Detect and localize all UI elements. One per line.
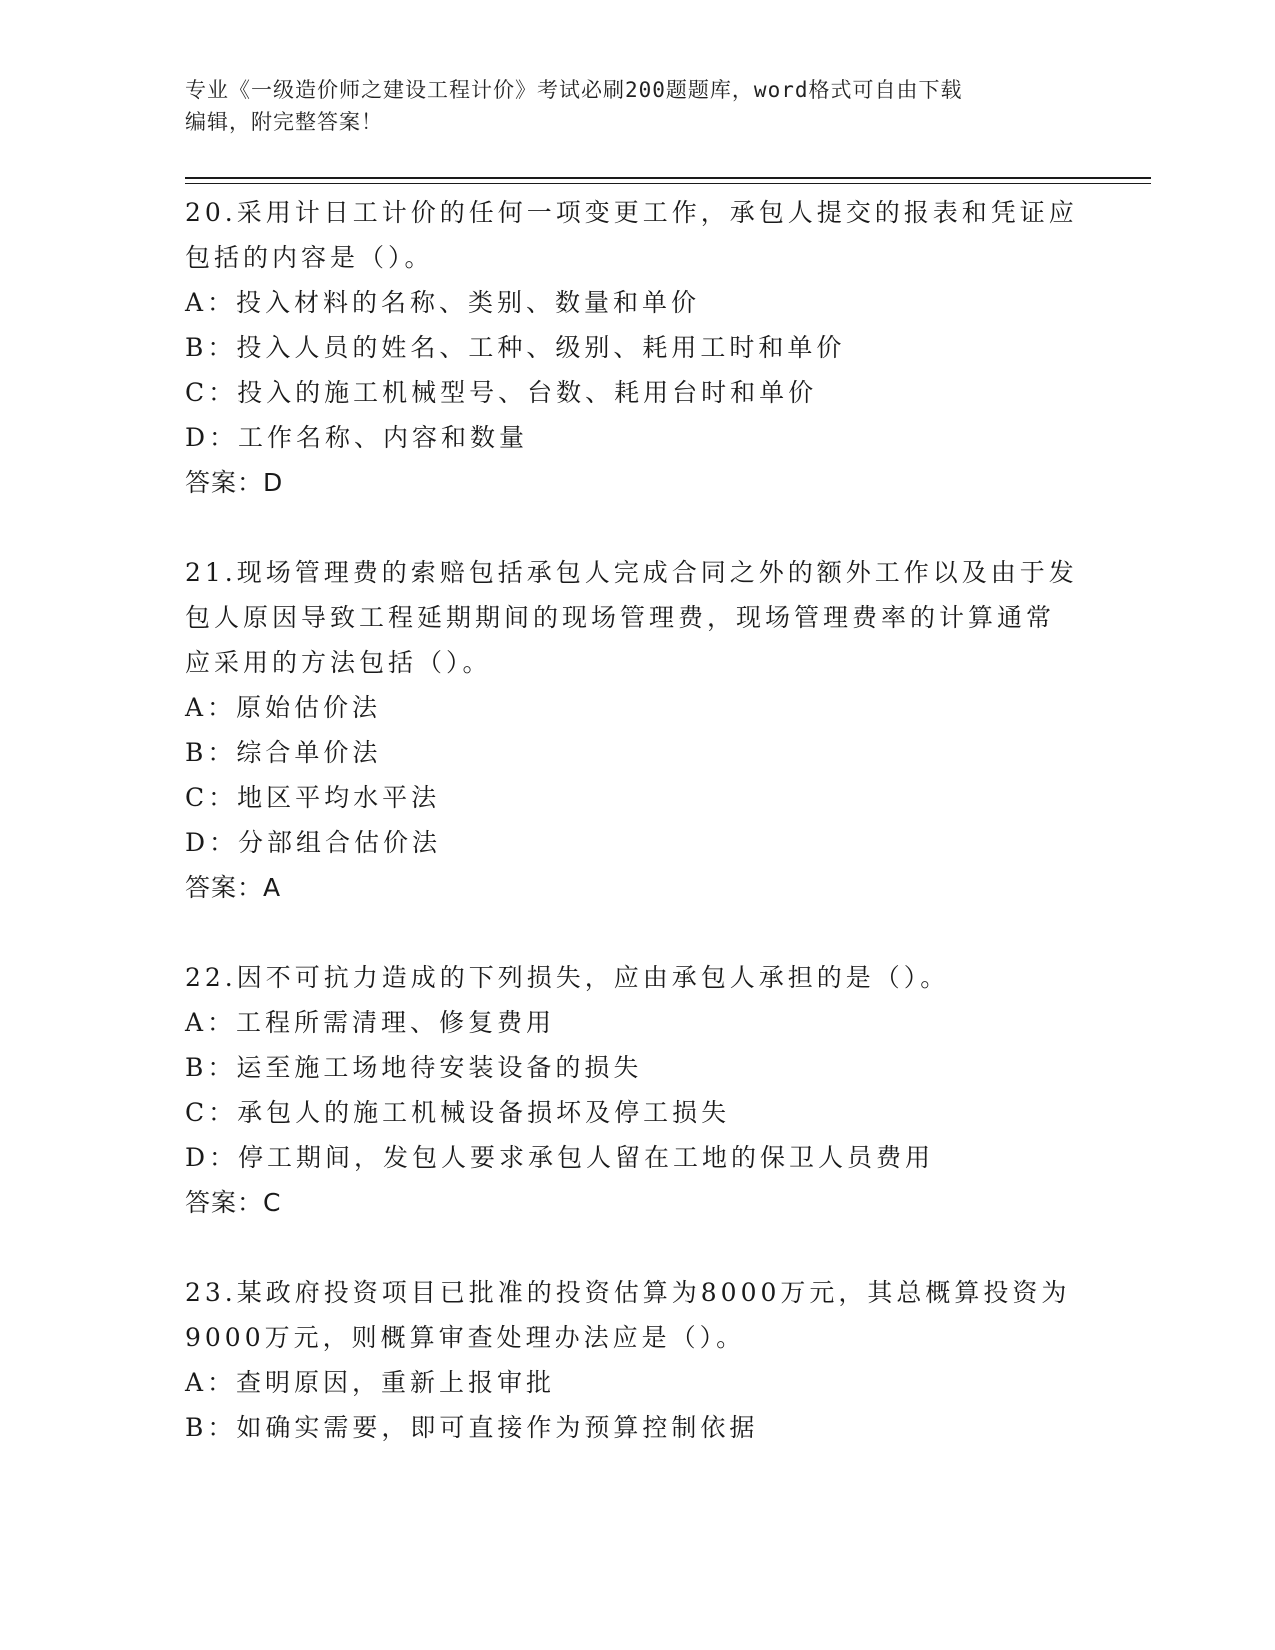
question-stem-line: 包人原因导致工程延期期间的现场管理费，现场管理费率的计算通常 (185, 603, 1056, 632)
question-stem-line: 23.某政府投资项目已批准的投资估算为8000万元，其总概算投资为 (185, 1278, 1071, 1307)
question-22 (185, 955, 1085, 1225)
header-line-1: 专业《一级造价师之建设工程计价》考试必刷200题题库，word格式可自由下载 (185, 78, 963, 102)
option-b: B：综合单价法 (185, 738, 382, 767)
question-list (185, 190, 1085, 1495)
question-stem-line: 20.采用计日工计价的任何一项变更工作，承包人提交的报表和凭证应 (185, 198, 1078, 227)
option-c: C：投入的施工机械型号、台数、耗用台时和单价 (185, 378, 818, 407)
option-a: A：查明原因，重新上报审批 (185, 1368, 556, 1397)
option-b: B：运至施工场地待安装设备的损失 (185, 1053, 643, 1082)
answer-line: 答案：A (185, 873, 282, 902)
question-stem-line: 9000万元，则概算审查处理办法应是（）。 (185, 1323, 746, 1352)
question-stem-line: 包括的内容是（）。 (185, 243, 434, 272)
question-stem-line: 应采用的方法包括（）。 (185, 648, 492, 677)
option-d: D：分部组合估价法 (185, 828, 442, 857)
option-d: D：工作名称、内容和数量 (185, 423, 529, 452)
question-21 (185, 550, 1085, 910)
option-a: A：原始估价法 (185, 693, 382, 722)
question-stem-line: 22.因不可抗力造成的下列损失，应由承包人承担的是（）。 (185, 963, 950, 992)
answer-line: 答案：D (185, 468, 284, 497)
header-line-2: 编辑，附完整答案！ (185, 110, 383, 134)
option-d: D：停工期间，发包人要求承包人留在工地的保卫人员费用 (185, 1143, 935, 1172)
question-stem-line: 21.现场管理费的索赔包括承包人完成合同之外的额外工作以及由于发 (185, 558, 1078, 587)
option-a: A：工程所需清理、修复费用 (185, 1008, 556, 1037)
header-divider-thick (185, 177, 1151, 179)
document-header (185, 74, 1065, 138)
option-a: A：投入材料的名称、类别、数量和单价 (185, 288, 701, 317)
option-b: B：如确实需要，即可直接作为预算控制依据 (185, 1413, 759, 1442)
question-23 (185, 1270, 1085, 1450)
question-20 (185, 190, 1085, 505)
answer-line: 答案：C (185, 1188, 282, 1217)
option-b: B：投入人员的姓名、工种、级别、耗用工时和单价 (185, 333, 846, 362)
option-c: C：承包人的施工机械设备损坏及停工损失 (185, 1098, 731, 1127)
option-c: C：地区平均水平法 (185, 783, 441, 812)
header-divider-thin (185, 183, 1151, 184)
